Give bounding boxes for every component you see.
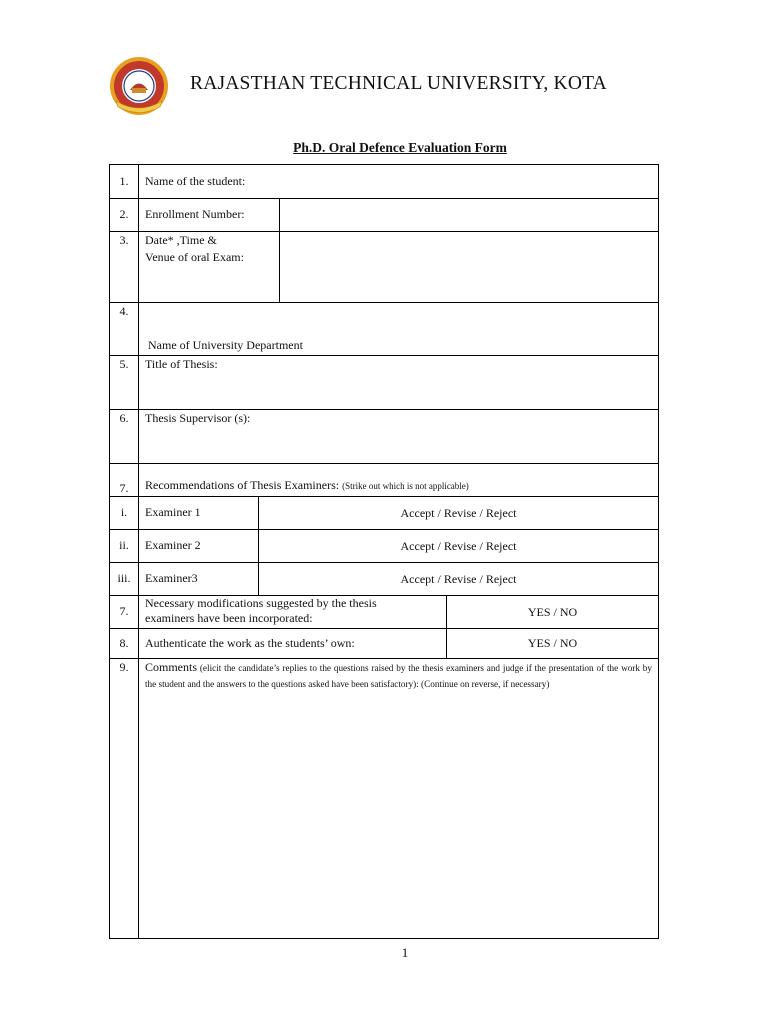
authenticate-yes-no[interactable]: YES / NO xyxy=(446,628,659,659)
row-number: 8. xyxy=(109,628,139,659)
modifications-label: Necessary modifications suggested by the thesis examiners have been incorporated: xyxy=(138,595,447,629)
examiner-name: Examiner 1 xyxy=(138,496,259,530)
examiner-name: Examiner3 xyxy=(138,562,259,596)
row-number: ii. xyxy=(109,529,139,563)
authenticate-label: Authenticate the work as the students’ own: xyxy=(138,628,447,659)
row-number: 2. xyxy=(109,198,139,232)
examiner-3-recommendation[interactable]: Accept / Revise / Reject xyxy=(258,562,659,596)
row-number: 3. xyxy=(109,231,139,303)
row-number: 7. xyxy=(109,595,139,629)
row-number: 7. xyxy=(109,463,139,497)
enrollment-number-field[interactable] xyxy=(279,198,659,232)
examiner-1-recommendation[interactable]: Accept / Revise / Reject xyxy=(258,496,659,530)
row-number: 9. xyxy=(109,658,139,939)
row-number: 5. xyxy=(109,355,139,410)
page-number: 1 xyxy=(401,945,409,960)
student-name-field[interactable]: Name of the student: xyxy=(138,164,659,199)
row-number: 4. xyxy=(109,302,139,356)
examiner-recommendations-heading: Recommendations of Thesis Examiners: (Strike out which is not applicable) xyxy=(138,463,659,497)
row-number: 1. xyxy=(109,164,139,199)
form-title: Ph.D. Oral Defence Evaluation Form xyxy=(293,140,507,155)
row-number: i. xyxy=(109,496,139,530)
thesis-title-field[interactable]: Title of Thesis: xyxy=(138,355,659,410)
examiner-2-recommendation[interactable]: Accept / Revise / Reject xyxy=(258,529,659,563)
enrollment-label: Enrollment Number: xyxy=(138,198,280,232)
examiner-name: Examiner 2 xyxy=(138,529,259,563)
row-number: 6. xyxy=(109,409,139,464)
thesis-supervisor-field[interactable]: Thesis Supervisor (s): xyxy=(138,409,659,464)
comments-field[interactable]: Comments (elicit the candidate’s replies to the questions raised by the thesis examiners and judge if the presentation of the work by the student and the answers to the questions asked have been satisfactory): (Continue on reverse, if necessary) xyxy=(138,658,659,939)
university-logo xyxy=(108,55,170,117)
university-name: RAJASTHAN TECHNICAL UNIVERSITY, KOTA xyxy=(190,73,607,94)
date-venue-field[interactable] xyxy=(279,231,659,303)
modifications-yes-no[interactable]: YES / NO xyxy=(446,595,659,629)
row-number: iii. xyxy=(109,562,139,596)
date-venue-label: Date* ,Time & Venue of oral Exam: xyxy=(138,231,280,303)
department-field[interactable]: Name of University Department xyxy=(138,302,659,356)
